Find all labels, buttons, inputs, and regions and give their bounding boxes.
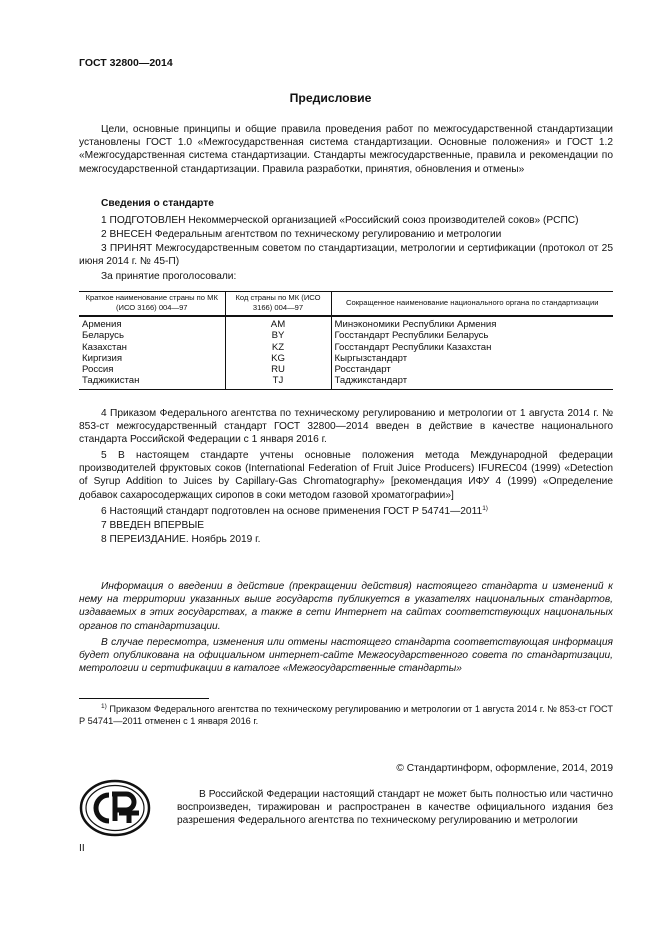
footnote [79, 703, 613, 727]
agency-cell: Кыргызстандарт [331, 353, 613, 364]
country-cell: Казахстан [82, 341, 127, 353]
reproduction-notice: В Российской Федерации настоящий стандарт не может быть полностью или частично воспроизведен, тиражирован и распространен в качестве официального издания без разрешения Федерального агентства по техническому регулированию и метрологии [177, 789, 613, 827]
footnote-text: Приказом Федерального агентства по техническому регулированию и метрологии от 1 августа 2014 г. № 853-ст ГОСТ Р 54741—2011 отменен с 1 января 2016 г. [79, 704, 613, 726]
code-cell: BY [225, 330, 331, 341]
agency-cell: Таджикстандарт [331, 375, 613, 389]
agency-cell: Минэкономики Республики Армения [331, 316, 613, 330]
item-3: 3 ПРИНЯТ Межгосударственным советом по стандартизации, метрологии и сертификации (протокол от 25 июня 2014 г. № 45-П) [79, 243, 613, 268]
table-row [79, 330, 613, 341]
table-row [79, 353, 613, 364]
countries-table [79, 291, 613, 390]
table-row [79, 364, 613, 375]
table-header-row [79, 292, 613, 317]
country-cell: Армения [82, 319, 122, 330]
info-paragraph-2: В случае пересмотра, изменения или отмены настоящего стандарта соответствующая информация будет опубликована на официальном интернет-сайте Межгосударственного совета по стандартизации, метрологии и сертификации в каталоге «Межгосударственные стандарты» [79, 637, 613, 675]
country-cell: Беларусь [82, 330, 124, 342]
item-6 [101, 505, 613, 518]
document-header: ГОСТ 32800—2014 [79, 57, 173, 69]
code-cell: TJ [225, 375, 331, 389]
page-title: Предисловие [289, 91, 372, 105]
info-paragraph-1: Информация о введении в действие (прекращении действия) настоящего стандарта и изменений к нему на территории указанных выше государств публикуется в указателях национальных стандартов, издаваемых в этих государствах, а также в сети Интернет на сайтах соответствующих национальных органов по стандартизации. [79, 581, 613, 632]
table-row [79, 375, 613, 389]
country-cell: Киргизия [82, 352, 123, 364]
intro-paragraph: Цели, основные принципы и общие правила проведения работ по межгосударственной стандартизации установлены ГОСТ 1.0 «Межгосударственная система стандартизации. Основные положения» и ГОСТ 1.2 «Межгосударственная система стандартизации. Стандарты межгосударственные, правила и рекомендации по межгосударственной стандартизации. Правила разработки, принятия, обновления и отмены» [79, 124, 613, 175]
column-header-agency: Сокращенное наименование национального органа по стандартизации [331, 292, 613, 317]
item-2: 2 ВНЕСЕН Федеральным агентством по техническому регулированию и метрологии [101, 229, 502, 240]
code-cell: KG [225, 353, 331, 364]
item-5: 5 В настоящем стандарте учтены основные положения метода Международной федерации производителей фруктовых соков (International Federation of Fruit Juice Producers) IFUREC04 (1999) «Detection of Syrup Addition to Juices by Capillary-Gas Chromatography» [рекомендация ИФУ 4 (1999) «Определение добавок сахаросодержащих сиропов в соки методом газовой хроматографии»] [79, 450, 613, 501]
footnote-divider [79, 698, 209, 699]
page-number: II [79, 843, 85, 854]
rst-certification-logo-icon [79, 779, 151, 837]
item-4: 4 Приказом Федерального агентства по техническому регулированию и метрологии от 1 августа 2014 г. № 853-ст межгосударственный стандарт ГОСТ 32800—2014 введен в действие в качестве национального стандарта Российской Федерации с 1 января 2016 г. [79, 408, 613, 446]
country-cell: Таджикистан [79, 375, 225, 389]
item-1: 1 ПОДГОТОВЛЕН Некоммерческой организацией «Российский союз производителей соков» (РСПС) [101, 215, 579, 226]
agency-cell: Госстандарт Республики Казахстан [331, 342, 613, 353]
vote-label: За принятие проголосовали: [101, 271, 237, 282]
code-cell: RU [225, 364, 331, 375]
column-header-country: Краткое наименование страны по МК (ИСО 3166) 004—97 [79, 292, 225, 317]
copyright: © Стандартинформ, оформление, 2014, 2019 [396, 763, 613, 774]
table-row [79, 342, 613, 353]
table-row [79, 316, 613, 330]
country-cell: Россия [82, 364, 114, 376]
code-cell: AM [225, 316, 331, 330]
item-8: 8 ПЕРЕИЗДАНИЕ. Ноябрь 2019 г. [101, 534, 261, 545]
item-7: 7 ВВЕДЕН ВПЕРВЫЕ [101, 520, 205, 531]
column-header-code: Код страны по МК (ИСО 3166) 004—97 [225, 292, 331, 317]
item-6-text: 6 Настоящий стандарт подготовлен на основе применения ГОСТ Р 54741—2011 [101, 506, 483, 517]
agency-cell: Росстандарт [331, 364, 613, 375]
section-heading: Сведения о стандарте [101, 198, 214, 209]
footnote-ref: 1) [482, 505, 488, 512]
agency-cell: Госстандарт Республики Беларусь [331, 330, 613, 341]
footnote-marker: 1) [101, 703, 107, 710]
code-cell: KZ [225, 342, 331, 353]
